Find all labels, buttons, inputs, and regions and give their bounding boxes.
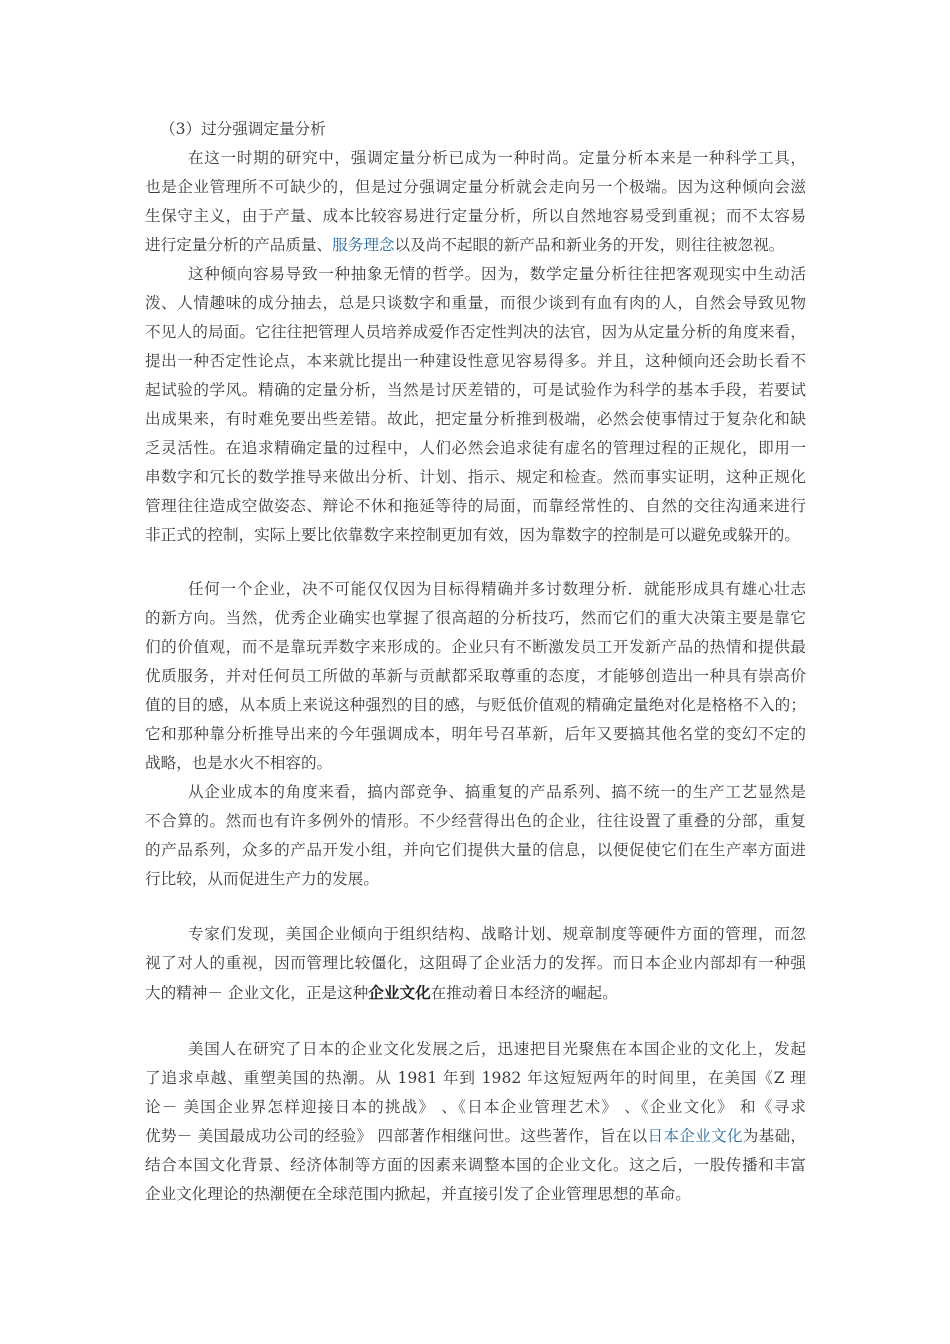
text-span: 它和那种靠分析推导出来的今年强调成本，明年号召革新，后年又要搞其他名堂的变幻不定的	[145, 725, 806, 743]
text-span: 泼、人情趣味的成分抽去，总是只谈数字和重量，而很少谈到有血有肉的人，自然会导致见物	[145, 294, 806, 312]
hyperlink[interactable]: 服务理念	[332, 236, 395, 254]
text-line	[145, 318, 806, 347]
text-line	[145, 778, 806, 807]
text-line	[145, 662, 806, 691]
text-line	[145, 376, 806, 405]
text-span: 不合算的。然而也有许多例外的情形。不少经营得出色的企业，往往设置了重叠的分部，重复	[145, 812, 806, 830]
text-line	[145, 1122, 806, 1151]
text-span: 为基础，	[742, 1127, 806, 1145]
text-span: 这种倾向容易导致一种抽象无情的哲学。因为，数学定量分析往往把客观现实中生动活	[188, 265, 806, 283]
text-span: 大的精神－ 企业文化，正是这种	[145, 984, 369, 1002]
text-span: 论－ 美国企业界怎样迎接日本的挑战》 、《日本企业管理艺术》 、《企业文化》 和《寻求	[145, 1098, 806, 1116]
text-span: 优势－ 美国最成功公司的经验》 四部著作相继问世。这些著作，旨在以	[145, 1127, 648, 1145]
text-line	[145, 521, 806, 550]
text-line	[145, 920, 806, 949]
text-span: 串数字和冗长的数学推导来做出分析、计划、指示、规定和检查。然而事实证明，这种正规化	[145, 468, 806, 486]
text-line	[145, 633, 806, 662]
text-line	[145, 836, 806, 865]
text-span: 专家们发现，美国企业倾向于组织结构、战略计划、规章制度等硬件方面的管理，而忽	[188, 925, 806, 943]
text-span: 在这一时期的研究中，强调定量分析已成为一种时尚。定量分析本来是一种科学工具，	[188, 149, 806, 167]
section-heading: （3）过分强调定量分析	[160, 120, 326, 138]
text-span: 也是企业管理所不可缺少的，但是过分强调定量分析就会走向另一个极端。因为这种倾向会滋	[145, 178, 806, 196]
text-span: 战略，也是水火不相容的。	[145, 754, 333, 772]
text-line	[145, 807, 806, 836]
text-line	[145, 202, 806, 231]
text-line	[145, 720, 806, 749]
text-line	[145, 978, 806, 1007]
paragraph	[145, 260, 806, 550]
text-span: 提出一种否定性论点，本来就比提出一种建设性意见容易得多。并且，这种倾向还会助长看不	[145, 352, 806, 370]
text-span: 在推动着日本经济的崛起。	[430, 984, 618, 1002]
bold-term: 企业文化	[368, 983, 431, 1002]
paragraph	[145, 920, 806, 1007]
text-line	[145, 289, 806, 318]
text-span: 的新方向。当然，优秀企业确实也掌握了很高超的分析技巧，然而它们的重大决策主要是靠它	[145, 609, 806, 627]
paragraph	[145, 575, 806, 778]
text-line	[145, 144, 806, 173]
text-line	[145, 231, 806, 260]
text-line	[145, 1064, 806, 1093]
text-line	[145, 865, 806, 894]
text-span: 管理往往造成空做姿态、辩论不休和拖延等待的局面，而靠经常性的、自然的交往沟通来进行	[145, 497, 806, 515]
text-span: 们的价值观，而不是靠玩弄数字来形成的。企业只有不断激发员工开发新产品的热情和提供最	[145, 638, 806, 656]
text-span: 的产品系列，众多的产品开发小组，并向它们提供大量的信息，以便促使它们在生产率方面进	[145, 841, 806, 859]
text-span: 生保守主义，由于产量、成本比较容易进行定量分析，所以自然地容易受到重视；而不太容易	[145, 207, 806, 225]
text-span: 任何一个企业，决不可能仅仅因为目标得精确并多讨数理分析．就能形成具有雄心壮志	[188, 580, 806, 598]
text-line	[145, 1180, 806, 1209]
text-span: 视了对人的重视，因而管理比较僵化，这阻碍了企业活力的发挥。而日本企业内部却有一种强	[145, 954, 806, 972]
text-line	[145, 604, 806, 633]
text-line	[145, 749, 806, 778]
text-span: 行比较，从而促进生产力的发展。	[145, 870, 379, 888]
text-line	[145, 173, 806, 202]
text-span: 优质服务，并对任何员工所做的革新与贡献都采取尊重的态度，才能够创造出一种具有崇高价	[145, 667, 806, 685]
text-line	[145, 347, 806, 376]
text-line	[145, 1093, 806, 1122]
text-span: 以及尚不起眼的新产品和新业务的开发，则往往被忽视。	[394, 236, 785, 254]
text-span: 起试验的学风。精确的定量分析，当然是讨厌差错的，可是试验作为科学的基本手段，若要试	[145, 381, 806, 399]
text-line	[145, 1035, 806, 1064]
text-span: 不见人的局面。它往往把管理人员培养成爱作否定性判决的法官，因为从定量分析的角度来看，	[145, 323, 806, 341]
text-line	[145, 691, 806, 720]
text-span: 美国人在研究了日本的企业文化发展之后，迅速把目光聚焦在本国企业的文化上，发起	[188, 1040, 806, 1058]
text-span: 出成果来，有时难免要出些差错。故此，把定量分析推到极端，必然会使事情过于复杂化和缺	[145, 410, 806, 428]
paragraph	[145, 1035, 806, 1209]
text-span: 从企业成本的角度来看，搞内部竞争、搞重复的产品系列、搞不统一的生产工艺显然是	[188, 783, 806, 801]
text-span: 非正式的控制，实际上要比依靠数字来控制更加有效，因为靠数字的控制是可以避免或躲开的。	[145, 526, 800, 544]
text-span: 结合本国文化背景、经济体制等方面的因素来调整本国的企业文化。这之后，一股传播和丰富	[145, 1156, 806, 1174]
text-line	[145, 575, 806, 604]
text-line	[145, 463, 806, 492]
text-line	[145, 1151, 806, 1180]
text-span: 乏灵活性。在追求精确定量的过程中，人们必然会追求徒有虚名的管理过程的正规化，即用一	[145, 439, 806, 457]
paragraph	[145, 144, 806, 260]
text-line	[145, 492, 806, 521]
text-line	[145, 434, 806, 463]
text-span: 进行定量分析的产品质量、	[145, 236, 333, 254]
document-body	[145, 115, 806, 1209]
text-span: 了追求卓越、重塑美国的热潮。从 1981 年到 1982 年这短短两年的时间里，在美国《Z 理	[145, 1069, 806, 1087]
text-line	[145, 260, 806, 289]
paragraph	[145, 778, 806, 894]
text-span: 企业文化理论的热潮便在全球范围内掀起，并直接引发了企业管理思想的革命。	[145, 1185, 691, 1203]
text-span: 值的目的感，从本质上来说这种强烈的目的感，与贬低价值观的精确定量绝对化是格格不入的；	[145, 696, 806, 714]
text-line	[145, 949, 806, 978]
text-line	[145, 405, 806, 434]
hyperlink[interactable]: 日本企业文化	[647, 1127, 743, 1145]
